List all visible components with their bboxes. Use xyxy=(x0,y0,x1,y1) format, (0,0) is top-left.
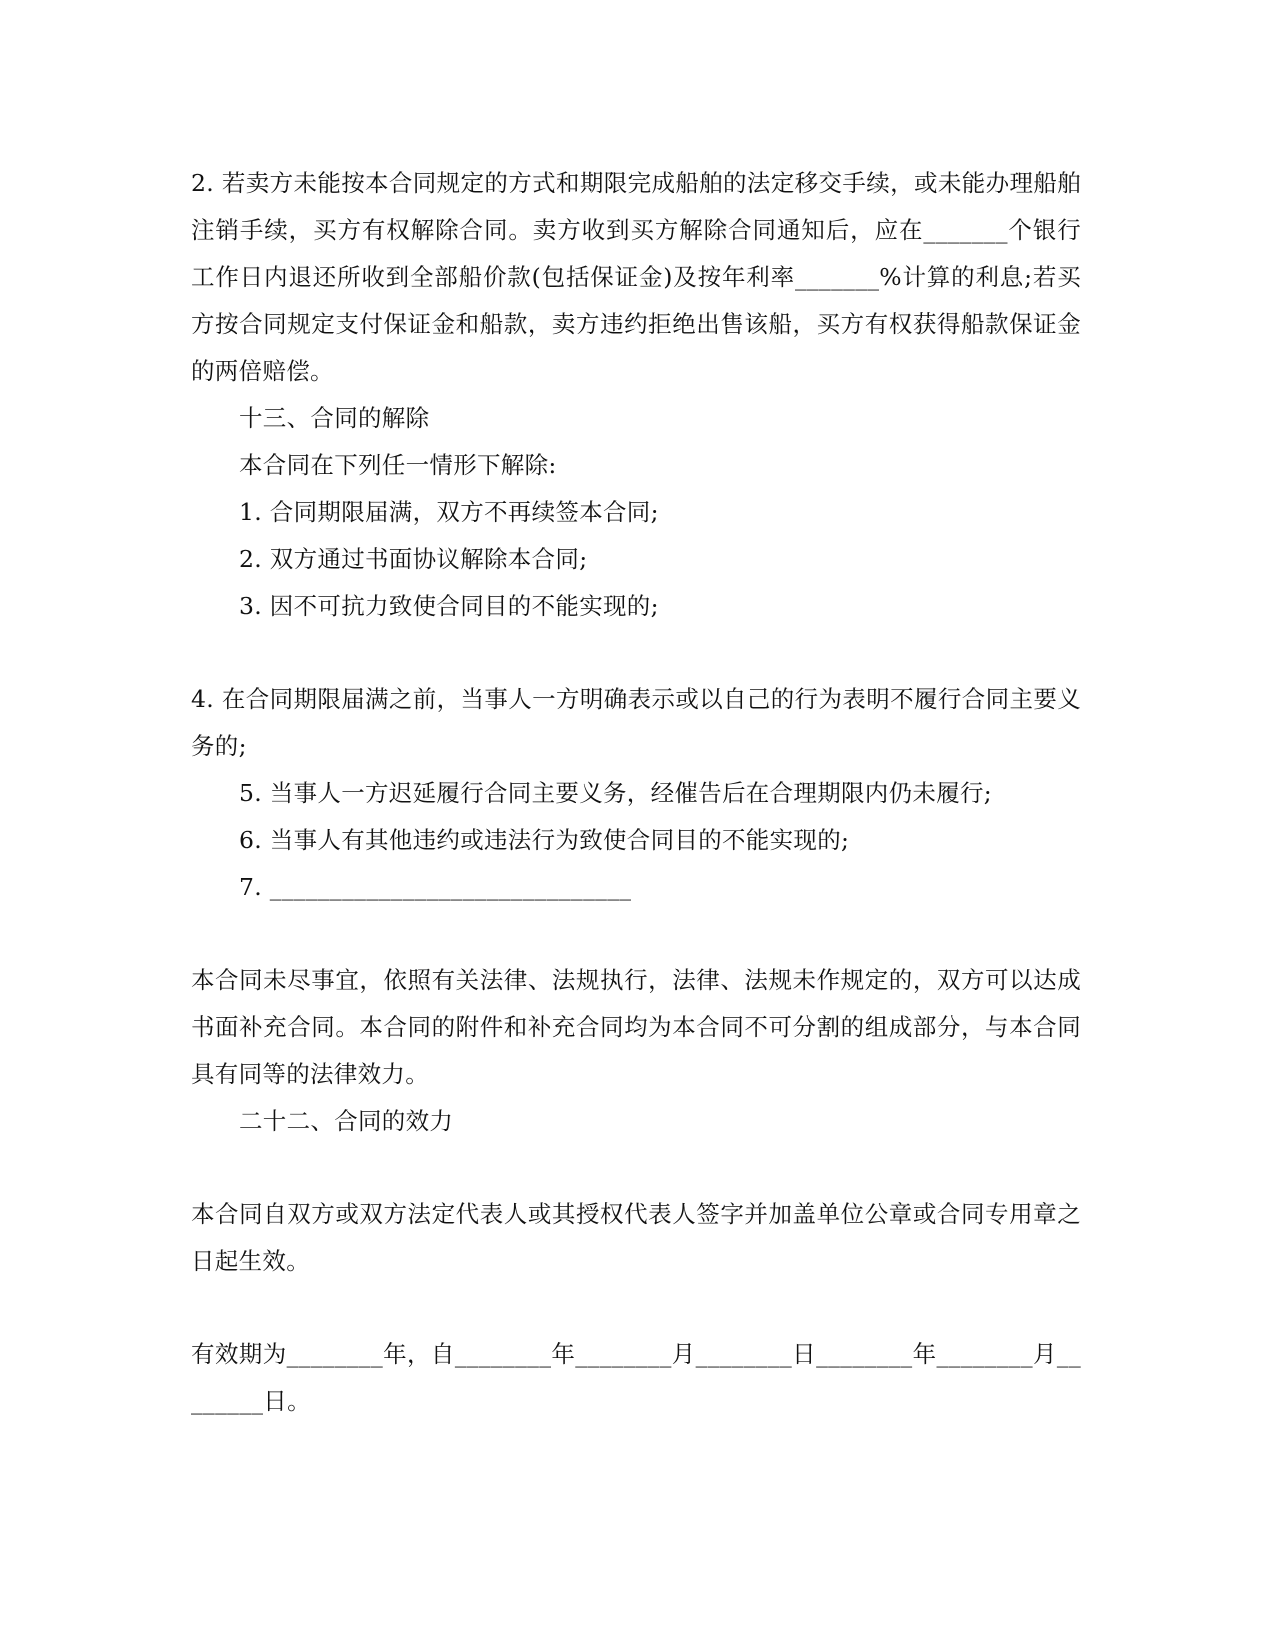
supplement-paragraph: 本合同未尽事宜，依照有关法律、法规执行，法律、法规未作规定的，双方可以达成书面补充合同。本合同的附件和补充合同均为本合同不可分割的组成部分，与本合同具有同等的法律效力。 xyxy=(191,966,1081,1088)
termination-item-4: 4. 在合同期限届满之前，当事人一方明确表示或以自己的行为表明不履行合同主要义务的; xyxy=(191,685,1081,760)
paragraph-gap xyxy=(191,911,1081,957)
paragraph-gap xyxy=(191,630,1081,676)
termination-item-2: 2. 双方通过书面协议解除本合同; xyxy=(239,545,588,573)
paragraph-gap xyxy=(191,1145,1081,1191)
validity-period-paragraph: 有效期为________年，自________年________月________日________年________月________日。 xyxy=(191,1340,1081,1415)
paragraph-gap xyxy=(191,1285,1081,1331)
termination-intro: 本合同在下列任一情形下解除: xyxy=(239,451,557,479)
termination-item-5: 5. 当事人一方迟延履行合同主要义务，经催告后在合理期限内仍未履行; xyxy=(239,779,993,807)
termination-item-1: 1. 合同期限届满，双方不再续签本合同; xyxy=(239,498,659,526)
termination-item-3: 3. 因不可抗力致使合同目的不能实现的; xyxy=(239,592,659,620)
section-heading-13: 十三、合同的解除 xyxy=(239,404,430,432)
document-body xyxy=(191,160,1081,1425)
section-heading-22: 二十二、合同的效力 xyxy=(239,1107,454,1135)
termination-item-7: 7. ______________________________ xyxy=(239,873,632,901)
termination-item-6: 6. 当事人有其他违约或违法行为致使合同目的不能实现的; xyxy=(239,826,850,854)
clause-12-item-2: 2. 若卖方未能按本合同规定的方式和期限完成船舶的法定移交手续，或未能办理船舶注销手续，买方有权解除合同。卖方收到买方解除合同通知后，应在_______个银行工作日内退还所收到全部船价款(包括保证金)及按年利率_______%计算的利息;若买方按合同规定支付保证金和船款，卖方违约拒绝出售该船，买方有权获得船款保证金的两倍赔偿。 xyxy=(191,169,1081,385)
effectiveness-paragraph: 本合同自双方或双方法定代表人或其授权代表人签字并加盖单位公章或合同专用章之日起生效。 xyxy=(191,1200,1081,1275)
